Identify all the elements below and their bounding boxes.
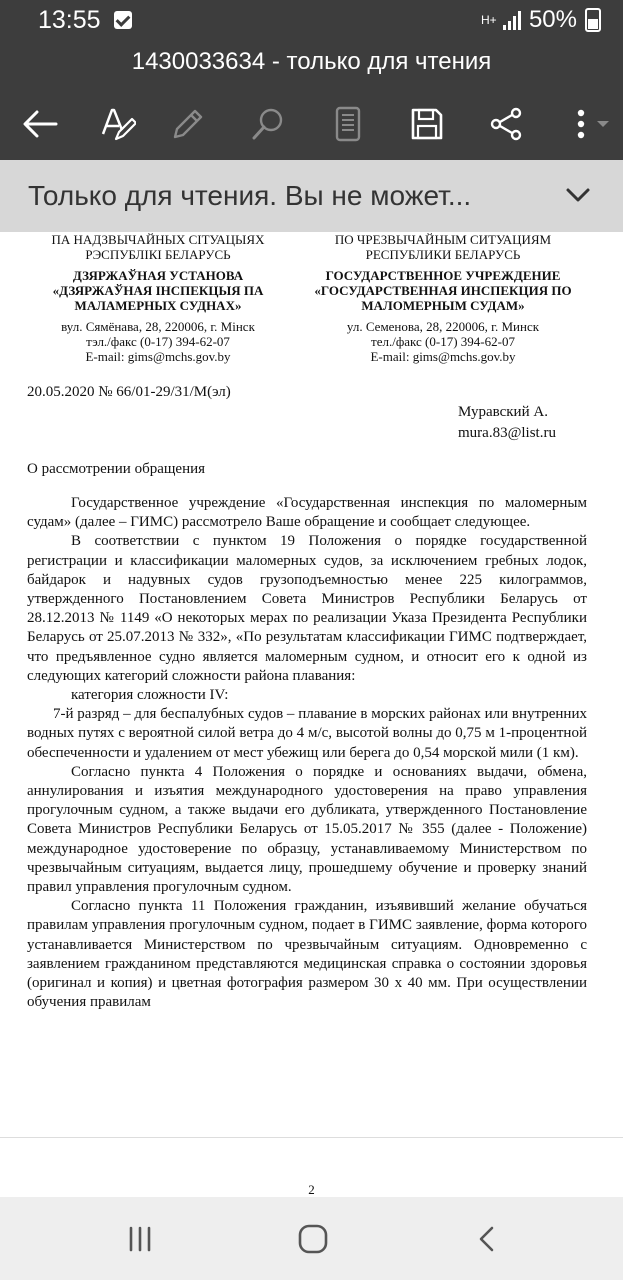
- search-button[interactable]: [238, 94, 298, 154]
- status-right: [481, 6, 601, 34]
- paragraph: 7-й разряд – для беспалубных судов – плавание в морских районах или внутренних водных путях с вероятной силой ветра до 4 м/с, высотой волны до 0,75 м 1-процентной обеспеченности и удалением от мест убежищ или берега до 0,54 морской мили (1 км).: [27, 706, 587, 761]
- share-button[interactable]: [476, 94, 536, 154]
- pencil-icon: [171, 107, 205, 141]
- recent-apps-icon: [125, 1224, 155, 1254]
- letterhead-right-org: ГОСУДАРСТВЕННОЕ УЧРЕЖДЕНИЕ: [325, 268, 561, 283]
- paragraph: категория сложности IV:: [71, 687, 229, 704]
- save-icon: [410, 107, 444, 141]
- home-button[interactable]: [283, 1217, 343, 1261]
- paragraph: Согласно пункта 4 Положения о порядке и основаниях выдачи, обмена, аннулирования и изъятия международного удостоверения на право управления прогулочным судном, а также выдачи его дубликата, утвержденного Постановление Совета Министров Республики Беларусь от 15.05.2017 № 355 (далее - Положение) международное удостоверение по образцу, устанавливаемому Министерством по чрезвычайным ситуациям, выдается лицу, прошедшему обучение и проверку знаний правил управления прогулочным судном.: [27, 763, 587, 896]
- signal-icon: [503, 10, 521, 30]
- document-page[interactable]: [0, 232, 623, 1137]
- battery-percent: 50%: [528, 6, 577, 33]
- addressee-name: Муравский А.: [458, 404, 548, 420]
- registration-number: 20.05.2020 № 66/01-29/31/М(эл): [27, 384, 231, 400]
- letterhead-right-address: ул. Семенова, 28, 220006, г. Минск: [346, 319, 540, 334]
- app-bar: [0, 42, 623, 160]
- save-button[interactable]: [397, 94, 457, 154]
- search-icon: [251, 107, 285, 141]
- pencil-button[interactable]: [158, 94, 218, 154]
- status-time: 13:55: [38, 6, 101, 34]
- back-arrow-button[interactable]: [10, 94, 70, 154]
- letterhead-left: [28, 232, 288, 364]
- banner-text: Только для чтения. Вы не может...: [28, 180, 472, 211]
- letter-subject: О рассмотрении обращения: [27, 461, 206, 477]
- addressee-email: mura.83@list.ru: [458, 425, 556, 441]
- back-button[interactable]: [458, 1217, 518, 1261]
- checkbox-notification-icon: [114, 11, 132, 29]
- reading-mode-button[interactable]: [318, 94, 378, 154]
- more-options-icon: [565, 107, 615, 141]
- addressee: [458, 402, 556, 444]
- recent-apps-button[interactable]: [110, 1217, 170, 1261]
- letterhead-left-org: ДЗЯРЖАЎНАЯ УСТАНОВА: [72, 268, 244, 283]
- letterhead-left-line: РЭСПУБЛІКІ БЕЛАРУСЬ: [85, 247, 231, 262]
- network-type-icon: H+: [480, 13, 497, 27]
- document-title: 1430033634 - только для чтения: [131, 48, 492, 75]
- chevron-down-icon[interactable]: [563, 180, 593, 210]
- more-options-button[interactable]: [560, 94, 620, 154]
- letterhead-left-email: E-mail: gims@mchs.gov.by: [85, 349, 231, 364]
- share-icon: [489, 107, 523, 141]
- letterhead-left-phone: тэл./факс (0-17) 394-62-07: [86, 334, 230, 349]
- text-edit-icon: [100, 106, 136, 142]
- letterhead-left-address: вул. Сямёнава, 28, 220006, г. Мінск: [61, 319, 255, 334]
- paragraph: Согласно пункта 11 Положения гражданин, изъявивший желание обучаться правилам управления прогулочным судном, подает в ГИМС заявление, форма которого устанавливается Министерством по чрезвычайным ситуациям. Одновременно с заявлением гражданином представляются медицинская справка о состоянии здоровья (оригинал и копия) и цветная фотография размером 30 х 40 мм. При осуществлении обучения правилам: [27, 898, 587, 1011]
- status-bar: [0, 0, 623, 42]
- letter-body: [27, 494, 587, 1012]
- paragraph: Государственное учреждение «Государственная инспекция по маломерным судам» (далее – ГИМС) рассмотрело Ваше обращение и сообщает следующее.: [27, 495, 587, 531]
- letterhead-left-org: «ДЗЯРЖАЎНАЯ ІНСПЕКЦЫЯ ПА: [52, 283, 264, 298]
- letterhead-right-phone: тел./факс (0-17) 394-62-07: [371, 334, 515, 349]
- letterhead-right-org: «ГОСУДАРСТВЕННАЯ ИНСПЕКЦИЯ ПО: [314, 283, 572, 298]
- page-number: 2: [308, 1182, 315, 1197]
- read-only-banner[interactable]: [0, 160, 623, 232]
- letterhead-left-org: МАЛАМЕРНЫХ СУДНАХ»: [74, 298, 242, 313]
- home-icon: [296, 1222, 330, 1256]
- next-page: [0, 1137, 623, 1198]
- text-edit-button[interactable]: [88, 94, 148, 154]
- letterhead-right: [313, 232, 573, 364]
- navigation-bar: [0, 1197, 623, 1280]
- letterhead-right-line: РЕСПУБЛИКИ БЕЛАРУСЬ: [365, 247, 521, 262]
- reading-mode-icon: [334, 106, 362, 142]
- letterhead-left-line: ПА НАДЗВЫЧАЙНЫХ СІТУАЦЫЯХ: [51, 232, 265, 247]
- letterhead-right-email: E-mail: gims@mchs.gov.by: [370, 349, 516, 364]
- letterhead-right-line: ПО ЧРЕЗВЫЧАЙНЫМ СИТУАЦИЯМ: [334, 232, 552, 247]
- back-icon: [473, 1224, 503, 1254]
- toolbar: [0, 94, 623, 154]
- battery-icon: [585, 8, 601, 32]
- letterhead-right-org: МАЛОМЕРНЫМ СУДАМ»: [361, 298, 525, 313]
- paragraph: В соответствии с пунктом 19 Положения о порядке государственной регистрации и классификации маломерных судов, за исключением гребных лодок, байдарок и надувных судов грузоподъемностью менее 225 килограммов, утвержденного Постановлением Совета Министров Республики Беларусь от 28.12.2013 № 1149 «О некоторых мерах по реализации Указа Президента Республики Беларусь от 25.07.2013 № 332», «По результатам классификации ГИМС подтверждает, что предъявленное судно является маломерным судном, и относит его к одной из следующих категорий сложности района плавания:: [27, 533, 587, 684]
- back-arrow-icon: [22, 109, 58, 139]
